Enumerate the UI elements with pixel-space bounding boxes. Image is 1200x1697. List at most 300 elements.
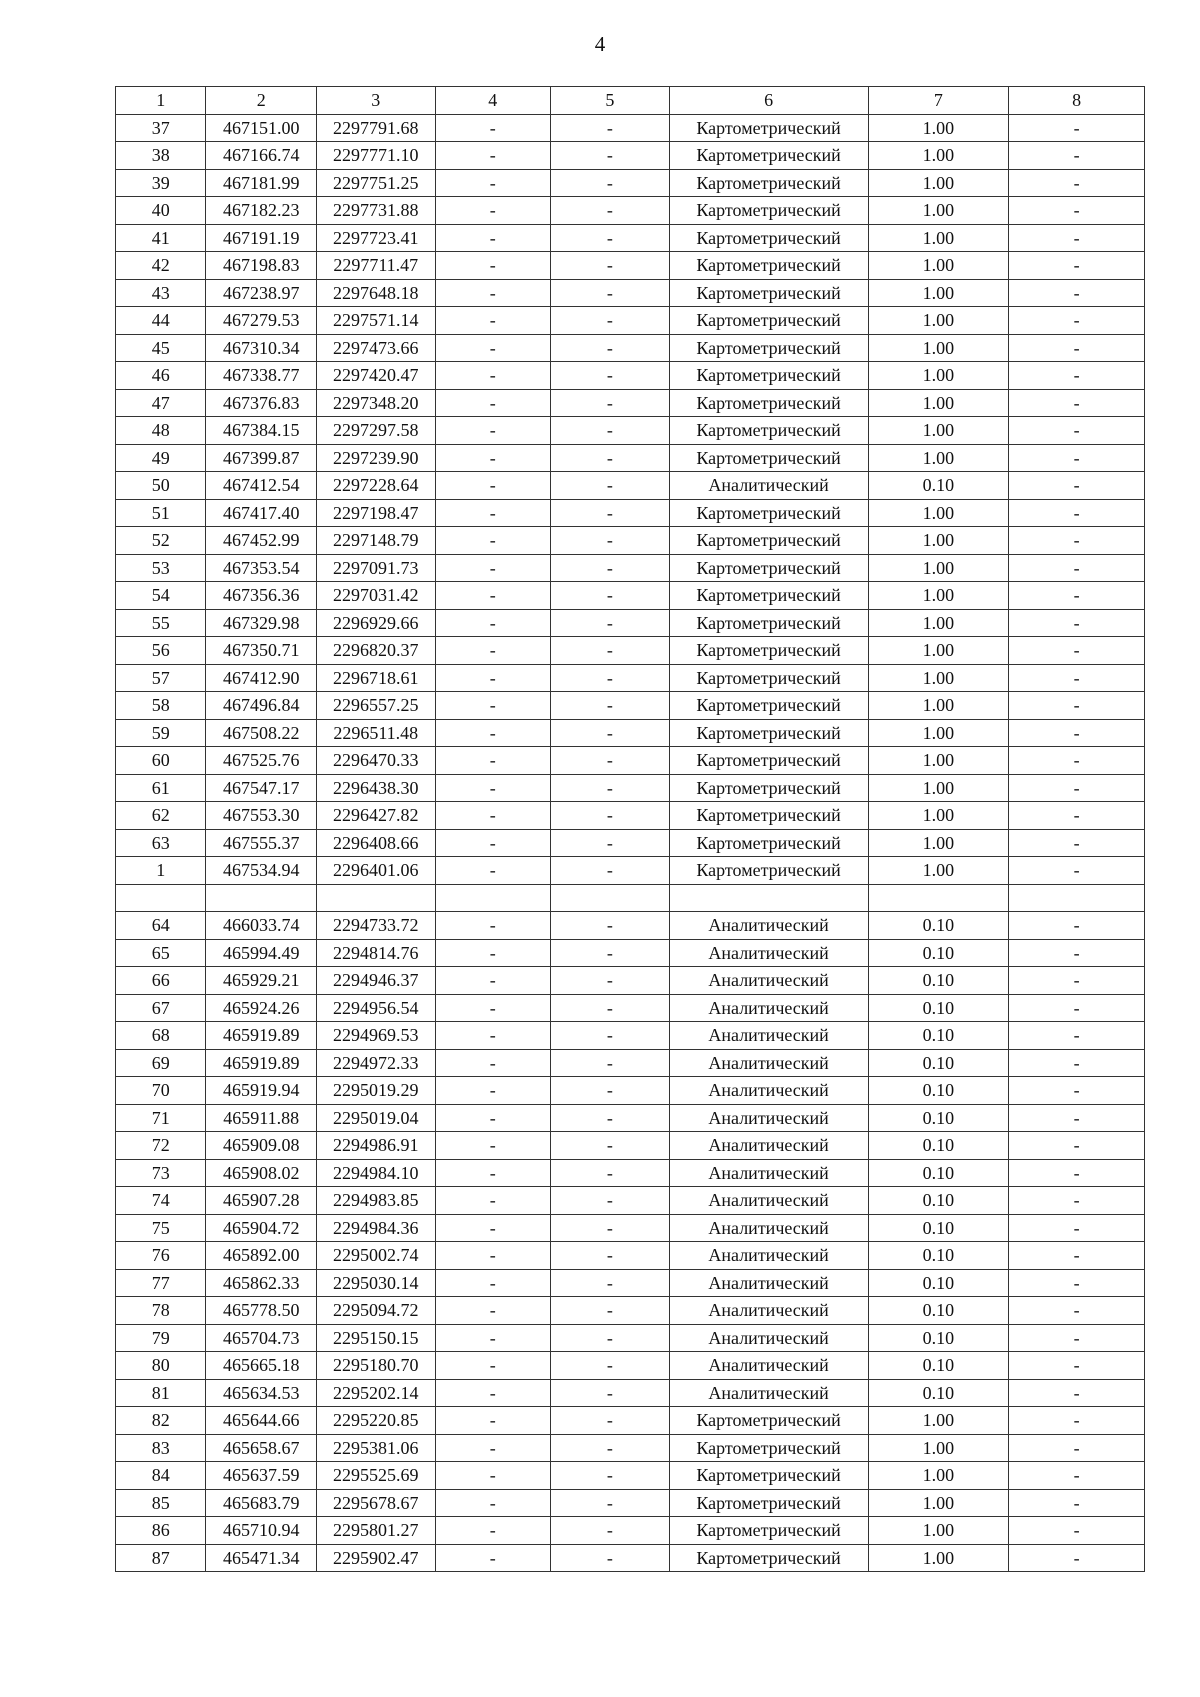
cell-coord-x: 467151.00: [206, 114, 317, 142]
cell-col-5: -: [551, 362, 670, 390]
table-row: [116, 967, 1145, 995]
cell-coord-y: 2294986.91: [316, 1132, 435, 1160]
cell-col-8: [1009, 884, 1145, 912]
table-row: [116, 252, 1145, 280]
cell-coord-y: 2297148.79: [316, 527, 435, 555]
cell-col-4: -: [435, 1022, 551, 1050]
cell-coord-y: 2294969.53: [316, 1022, 435, 1050]
cell-coord-x: 467338.77: [206, 362, 317, 390]
cell-coord-x: 467198.83: [206, 252, 317, 280]
cell-accuracy: 1.00: [868, 252, 1009, 280]
cell-col-8: -: [1009, 279, 1145, 307]
cell-col-4: -: [435, 444, 551, 472]
cell-method: Аналитический: [669, 939, 868, 967]
cell-method: Картометрический: [669, 774, 868, 802]
cell-col-4: -: [435, 1159, 551, 1187]
cell-col-5: -: [551, 829, 670, 857]
table-row: [116, 1242, 1145, 1270]
cell-col-5: -: [551, 692, 670, 720]
cell-method: Картометрический: [669, 499, 868, 527]
header-cell-col-8: 8: [1009, 87, 1145, 115]
cell-coord-y: 2297420.47: [316, 362, 435, 390]
cell-coord-y: 2294984.10: [316, 1159, 435, 1187]
cell-col-4: -: [435, 1049, 551, 1077]
cell-point-number: 62: [116, 802, 206, 830]
table-row: [116, 994, 1145, 1022]
cell-col-8: -: [1009, 1434, 1145, 1462]
cell-col-5: -: [551, 609, 670, 637]
cell-col-5: -: [551, 1022, 670, 1050]
cell-accuracy: 1.00: [868, 747, 1009, 775]
cell-method: Аналитический: [669, 912, 868, 940]
cell-coord-x: 466033.74: [206, 912, 317, 940]
cell-coord-x: 467356.36: [206, 582, 317, 610]
cell-col-8: -: [1009, 417, 1145, 445]
table-row: [116, 1132, 1145, 1160]
cell-point-number: 73: [116, 1159, 206, 1187]
cell-col-5: -: [551, 417, 670, 445]
cell-method: Аналитический: [669, 1242, 868, 1270]
table-row: [116, 169, 1145, 197]
cell-coord-x: 467553.30: [206, 802, 317, 830]
cell-coord-y: 2296438.30: [316, 774, 435, 802]
cell-coord-y: 2295019.29: [316, 1077, 435, 1105]
table-row: [116, 499, 1145, 527]
cell-col-5: -: [551, 1159, 670, 1187]
table-row: [116, 912, 1145, 940]
cell-col-5: -: [551, 1352, 670, 1380]
cell-col-8: -: [1009, 774, 1145, 802]
cell-coord-y: 2296820.37: [316, 637, 435, 665]
cell-method: Картометрический: [669, 444, 868, 472]
cell-accuracy: 0.10: [868, 994, 1009, 1022]
cell-col-5: -: [551, 802, 670, 830]
cell-accuracy: 0.10: [868, 1379, 1009, 1407]
cell-col-5: -: [551, 142, 670, 170]
cell-col-5: -: [551, 1269, 670, 1297]
cell-coord-x: 467353.54: [206, 554, 317, 582]
cell-col-8: -: [1009, 307, 1145, 335]
cell-method: Картометрический: [669, 609, 868, 637]
cell-col-8: -: [1009, 362, 1145, 390]
cell-coord-x: 465908.02: [206, 1159, 317, 1187]
cell-coord-y: 2296408.66: [316, 829, 435, 857]
cell-accuracy: 1.00: [868, 307, 1009, 335]
table-row: [116, 197, 1145, 225]
table-row: [116, 719, 1145, 747]
cell-point-number: 87: [116, 1544, 206, 1572]
cell-col-8: -: [1009, 252, 1145, 280]
cell-coord-y: 2297648.18: [316, 279, 435, 307]
cell-accuracy: 1.00: [868, 719, 1009, 747]
cell-coord-y: 2297228.64: [316, 472, 435, 500]
cell-coord-x: 465862.33: [206, 1269, 317, 1297]
cell-col-5: -: [551, 1544, 670, 1572]
cell-col-8: -: [1009, 582, 1145, 610]
cell-col-4: -: [435, 1077, 551, 1105]
cell-accuracy: 0.10: [868, 1187, 1009, 1215]
cell-point-number: 51: [116, 499, 206, 527]
cell-coord-y: 2295902.47: [316, 1544, 435, 1572]
cell-col-8: -: [1009, 1544, 1145, 1572]
cell-coord-x: 465911.88: [206, 1104, 317, 1132]
cell-col-8: -: [1009, 142, 1145, 170]
cell-method: Картометрический: [669, 197, 868, 225]
cell-col-4: -: [435, 169, 551, 197]
cell-coord-y: 2296557.25: [316, 692, 435, 720]
table-row: [116, 1489, 1145, 1517]
cell-col-5: -: [551, 1077, 670, 1105]
cell-coord-x: 467412.90: [206, 664, 317, 692]
table-row: [116, 1352, 1145, 1380]
cell-coord-x: 467555.37: [206, 829, 317, 857]
cell-accuracy: 1.00: [868, 169, 1009, 197]
cell-coord-x: 465637.59: [206, 1462, 317, 1490]
cell-col-5: -: [551, 719, 670, 747]
cell-col-4: -: [435, 829, 551, 857]
cell-accuracy: 0.10: [868, 1159, 1009, 1187]
cell-accuracy: 0.10: [868, 1049, 1009, 1077]
cell-accuracy: 0.10: [868, 1297, 1009, 1325]
cell-col-8: -: [1009, 444, 1145, 472]
cell-coord-x: 467191.19: [206, 224, 317, 252]
cell-point-number: 45: [116, 334, 206, 362]
table-row: [116, 609, 1145, 637]
cell-method: Аналитический: [669, 994, 868, 1022]
cell-point-number: 48: [116, 417, 206, 445]
cell-col-5: -: [551, 1489, 670, 1517]
cell-col-4: -: [435, 719, 551, 747]
cell-point-number: 77: [116, 1269, 206, 1297]
cell-method: Аналитический: [669, 1159, 868, 1187]
cell-col-4: [435, 884, 551, 912]
cell-coord-y: 2296427.82: [316, 802, 435, 830]
cell-point-number: 72: [116, 1132, 206, 1160]
cell-method: Картометрический: [669, 692, 868, 720]
cell-col-8: -: [1009, 527, 1145, 555]
cell-method: Картометрический: [669, 417, 868, 445]
cell-point-number: 70: [116, 1077, 206, 1105]
cell-col-4: -: [435, 499, 551, 527]
cell-col-5: -: [551, 1132, 670, 1160]
cell-col-5: -: [551, 1297, 670, 1325]
cell-point-number: 80: [116, 1352, 206, 1380]
cell-point-number: 49: [116, 444, 206, 472]
cell-accuracy: 1.00: [868, 1462, 1009, 1490]
cell-point-number: 59: [116, 719, 206, 747]
cell-col-5: -: [551, 637, 670, 665]
cell-point-number: 75: [116, 1214, 206, 1242]
cell-coord-x: 465929.21: [206, 967, 317, 995]
cell-coord-y: 2296511.48: [316, 719, 435, 747]
cell-col-5: -: [551, 472, 670, 500]
cell-method: Аналитический: [669, 472, 868, 500]
table-row: [116, 114, 1145, 142]
cell-coord-y: 2295220.85: [316, 1407, 435, 1435]
cell-col-4: -: [435, 1544, 551, 1572]
table-row: [116, 1517, 1145, 1545]
cell-coord-y: 2297711.47: [316, 252, 435, 280]
cell-coord-x: [206, 884, 317, 912]
header-cell-col-3: 3: [316, 87, 435, 115]
cell-point-number: 40: [116, 197, 206, 225]
table-row: [116, 554, 1145, 582]
cell-coord-y: 2297239.90: [316, 444, 435, 472]
cell-coord-x: 465658.67: [206, 1434, 317, 1462]
table-row: [116, 444, 1145, 472]
table-row: [116, 637, 1145, 665]
cell-col-8: -: [1009, 1022, 1145, 1050]
cell-method: Картометрический: [669, 802, 868, 830]
cell-coord-y: 2294956.54: [316, 994, 435, 1022]
cell-accuracy: 0.10: [868, 1269, 1009, 1297]
cell-col-8: -: [1009, 1132, 1145, 1160]
cell-col-5: -: [551, 939, 670, 967]
cell-col-5: -: [551, 554, 670, 582]
cell-point-number: 76: [116, 1242, 206, 1270]
cell-accuracy: 0.10: [868, 1352, 1009, 1380]
cell-col-4: -: [435, 582, 551, 610]
cell-method: Картометрический: [669, 1434, 868, 1462]
cell-col-4: -: [435, 1269, 551, 1297]
cell-point-number: 69: [116, 1049, 206, 1077]
cell-method: Аналитический: [669, 1324, 868, 1352]
cell-point-number: 39: [116, 169, 206, 197]
cell-col-8: -: [1009, 1104, 1145, 1132]
cell-accuracy: 1.00: [868, 334, 1009, 362]
table-row: [116, 802, 1145, 830]
cell-accuracy: 1.00: [868, 444, 1009, 472]
cell-col-4: -: [435, 994, 551, 1022]
table-row: [116, 1077, 1145, 1105]
cell-col-4: -: [435, 1434, 551, 1462]
cell-col-4: -: [435, 1407, 551, 1435]
cell-col-4: -: [435, 1187, 551, 1215]
cell-coord-y: 2297771.10: [316, 142, 435, 170]
cell-col-5: -: [551, 582, 670, 610]
cell-method: Аналитический: [669, 1104, 868, 1132]
cell-col-5: -: [551, 307, 670, 335]
cell-coord-y: 2294946.37: [316, 967, 435, 995]
cell-method: Аналитический: [669, 1077, 868, 1105]
cell-point-number: 74: [116, 1187, 206, 1215]
cell-point-number: 41: [116, 224, 206, 252]
cell-col-5: -: [551, 1049, 670, 1077]
cell-col-8: -: [1009, 802, 1145, 830]
cell-col-5: -: [551, 912, 670, 940]
cell-col-5: -: [551, 499, 670, 527]
cell-point-number: 47: [116, 389, 206, 417]
cell-col-8: -: [1009, 1269, 1145, 1297]
cell-coord-y: 2297731.88: [316, 197, 435, 225]
cell-coord-y: 2297198.47: [316, 499, 435, 527]
table-row: [116, 1269, 1145, 1297]
cell-coord-x: 467547.17: [206, 774, 317, 802]
table-row: [116, 224, 1145, 252]
cell-accuracy: 0.10: [868, 1104, 1009, 1132]
header-cell-col-6: 6: [669, 87, 868, 115]
cell-coord-y: 2296401.06: [316, 857, 435, 885]
cell-col-4: -: [435, 224, 551, 252]
cell-accuracy: 0.10: [868, 1214, 1009, 1242]
cell-col-5: -: [551, 252, 670, 280]
cell-accuracy: 1.00: [868, 857, 1009, 885]
cell-coord-x: 467182.23: [206, 197, 317, 225]
cell-point-number: 60: [116, 747, 206, 775]
cell-accuracy: 1.00: [868, 224, 1009, 252]
cell-coord-y: 2294733.72: [316, 912, 435, 940]
cell-col-5: -: [551, 1214, 670, 1242]
cell-coord-y: 2295030.14: [316, 1269, 435, 1297]
cell-coord-y: 2297091.73: [316, 554, 435, 582]
cell-col-4: -: [435, 417, 551, 445]
cell-col-5: -: [551, 994, 670, 1022]
table-row: [116, 1462, 1145, 1490]
cell-col-4: -: [435, 142, 551, 170]
cell-col-4: -: [435, 774, 551, 802]
cell-coord-y: 2297297.58: [316, 417, 435, 445]
cell-coord-y: 2297473.66: [316, 334, 435, 362]
cell-method: Картометрический: [669, 362, 868, 390]
cell-col-8: -: [1009, 169, 1145, 197]
table-body: [116, 114, 1145, 1572]
cell-col-8: -: [1009, 224, 1145, 252]
cell-col-8: -: [1009, 1379, 1145, 1407]
cell-point-number: 81: [116, 1379, 206, 1407]
cell-col-4: -: [435, 912, 551, 940]
cell-accuracy: 1.00: [868, 279, 1009, 307]
cell-col-4: -: [435, 1489, 551, 1517]
cell-point-number: 85: [116, 1489, 206, 1517]
cell-coord-x: 465710.94: [206, 1517, 317, 1545]
cell-col-5: -: [551, 444, 670, 472]
cell-method: Картометрический: [669, 1544, 868, 1572]
cell-coord-x: 465919.94: [206, 1077, 317, 1105]
cell-col-8: -: [1009, 719, 1145, 747]
table-row: [116, 939, 1145, 967]
cell-coord-x: 467166.74: [206, 142, 317, 170]
cell-coord-x: 467376.83: [206, 389, 317, 417]
cell-method: Картометрический: [669, 279, 868, 307]
cell-accuracy: 1.00: [868, 114, 1009, 142]
cell-accuracy: 0.10: [868, 1132, 1009, 1160]
coordinates-table: [115, 86, 1145, 1572]
cell-accuracy: 0.10: [868, 472, 1009, 500]
cell-accuracy: 0.10: [868, 1242, 1009, 1270]
cell-accuracy: 1.00: [868, 1434, 1009, 1462]
table-row: [116, 1214, 1145, 1242]
cell-accuracy: 1.00: [868, 554, 1009, 582]
cell-col-5: -: [551, 1324, 670, 1352]
cell-col-4: -: [435, 114, 551, 142]
cell-col-4: -: [435, 1517, 551, 1545]
cell-accuracy: 0.10: [868, 1022, 1009, 1050]
cell-coord-y: 2296718.61: [316, 664, 435, 692]
cell-col-5: -: [551, 114, 670, 142]
cell-coord-x: 465892.00: [206, 1242, 317, 1270]
cell-method: Картометрический: [669, 527, 868, 555]
cell-col-5: -: [551, 224, 670, 252]
cell-coord-x: 465994.49: [206, 939, 317, 967]
cell-coord-x: 465665.18: [206, 1352, 317, 1380]
cell-coord-y: 2295002.74: [316, 1242, 435, 1270]
cell-point-number: 43: [116, 279, 206, 307]
cell-col-5: -: [551, 1407, 670, 1435]
cell-accuracy: 1.00: [868, 389, 1009, 417]
cell-coord-y: 2297723.41: [316, 224, 435, 252]
cell-point-number: 67: [116, 994, 206, 1022]
table-row: [116, 747, 1145, 775]
cell-coord-x: 465683.79: [206, 1489, 317, 1517]
cell-method: Картометрический: [669, 637, 868, 665]
cell-accuracy: 1.00: [868, 197, 1009, 225]
cell-point-number: 65: [116, 939, 206, 967]
cell-accuracy: 0.10: [868, 967, 1009, 995]
cell-method: Аналитический: [669, 1132, 868, 1160]
table-row: [116, 142, 1145, 170]
table-row: [116, 279, 1145, 307]
cell-accuracy: 1.00: [868, 802, 1009, 830]
cell-coord-x: 467310.34: [206, 334, 317, 362]
cell-coord-y: 2295525.69: [316, 1462, 435, 1490]
cell-col-4: -: [435, 362, 551, 390]
table-row: [116, 1159, 1145, 1187]
cell-col-4: -: [435, 1379, 551, 1407]
cell-col-8: -: [1009, 912, 1145, 940]
cell-coord-x: 465778.50: [206, 1297, 317, 1325]
cell-accuracy: 1.00: [868, 692, 1009, 720]
cell-coord-y: 2297751.25: [316, 169, 435, 197]
cell-method: Картометрический: [669, 719, 868, 747]
cell-coord-x: 465644.66: [206, 1407, 317, 1435]
table-row: [116, 334, 1145, 362]
cell-point-number: 86: [116, 1517, 206, 1545]
cell-point-number: 79: [116, 1324, 206, 1352]
cell-col-8: -: [1009, 692, 1145, 720]
table-row: [116, 829, 1145, 857]
cell-col-8: -: [1009, 1489, 1145, 1517]
cell-method: Картометрический: [669, 582, 868, 610]
cell-accuracy: 1.00: [868, 417, 1009, 445]
table-row: [116, 884, 1145, 912]
cell-col-8: -: [1009, 967, 1145, 995]
cell-accuracy: 1.00: [868, 527, 1009, 555]
cell-col-4: -: [435, 252, 551, 280]
cell-coord-x: 467181.99: [206, 169, 317, 197]
cell-coord-y: 2295801.27: [316, 1517, 435, 1545]
cell-coord-y: 2294983.85: [316, 1187, 435, 1215]
cell-col-4: -: [435, 692, 551, 720]
cell-coord-x: 467508.22: [206, 719, 317, 747]
cell-coord-x: 467534.94: [206, 857, 317, 885]
cell-accuracy: 1.00: [868, 637, 1009, 665]
table-row: [116, 362, 1145, 390]
cell-method: Аналитический: [669, 1379, 868, 1407]
cell-method: Картометрический: [669, 252, 868, 280]
cell-method: Аналитический: [669, 1352, 868, 1380]
cell-col-5: -: [551, 389, 670, 417]
cell-method: Картометрический: [669, 747, 868, 775]
cell-method: Картометрический: [669, 1407, 868, 1435]
table-row: [116, 1407, 1145, 1435]
cell-col-8: -: [1009, 334, 1145, 362]
cell-col-5: -: [551, 197, 670, 225]
cell-col-5: -: [551, 1434, 670, 1462]
cell-col-4: -: [435, 197, 551, 225]
cell-method: Аналитический: [669, 1049, 868, 1077]
cell-col-4: -: [435, 664, 551, 692]
cell-col-8: -: [1009, 1297, 1145, 1325]
